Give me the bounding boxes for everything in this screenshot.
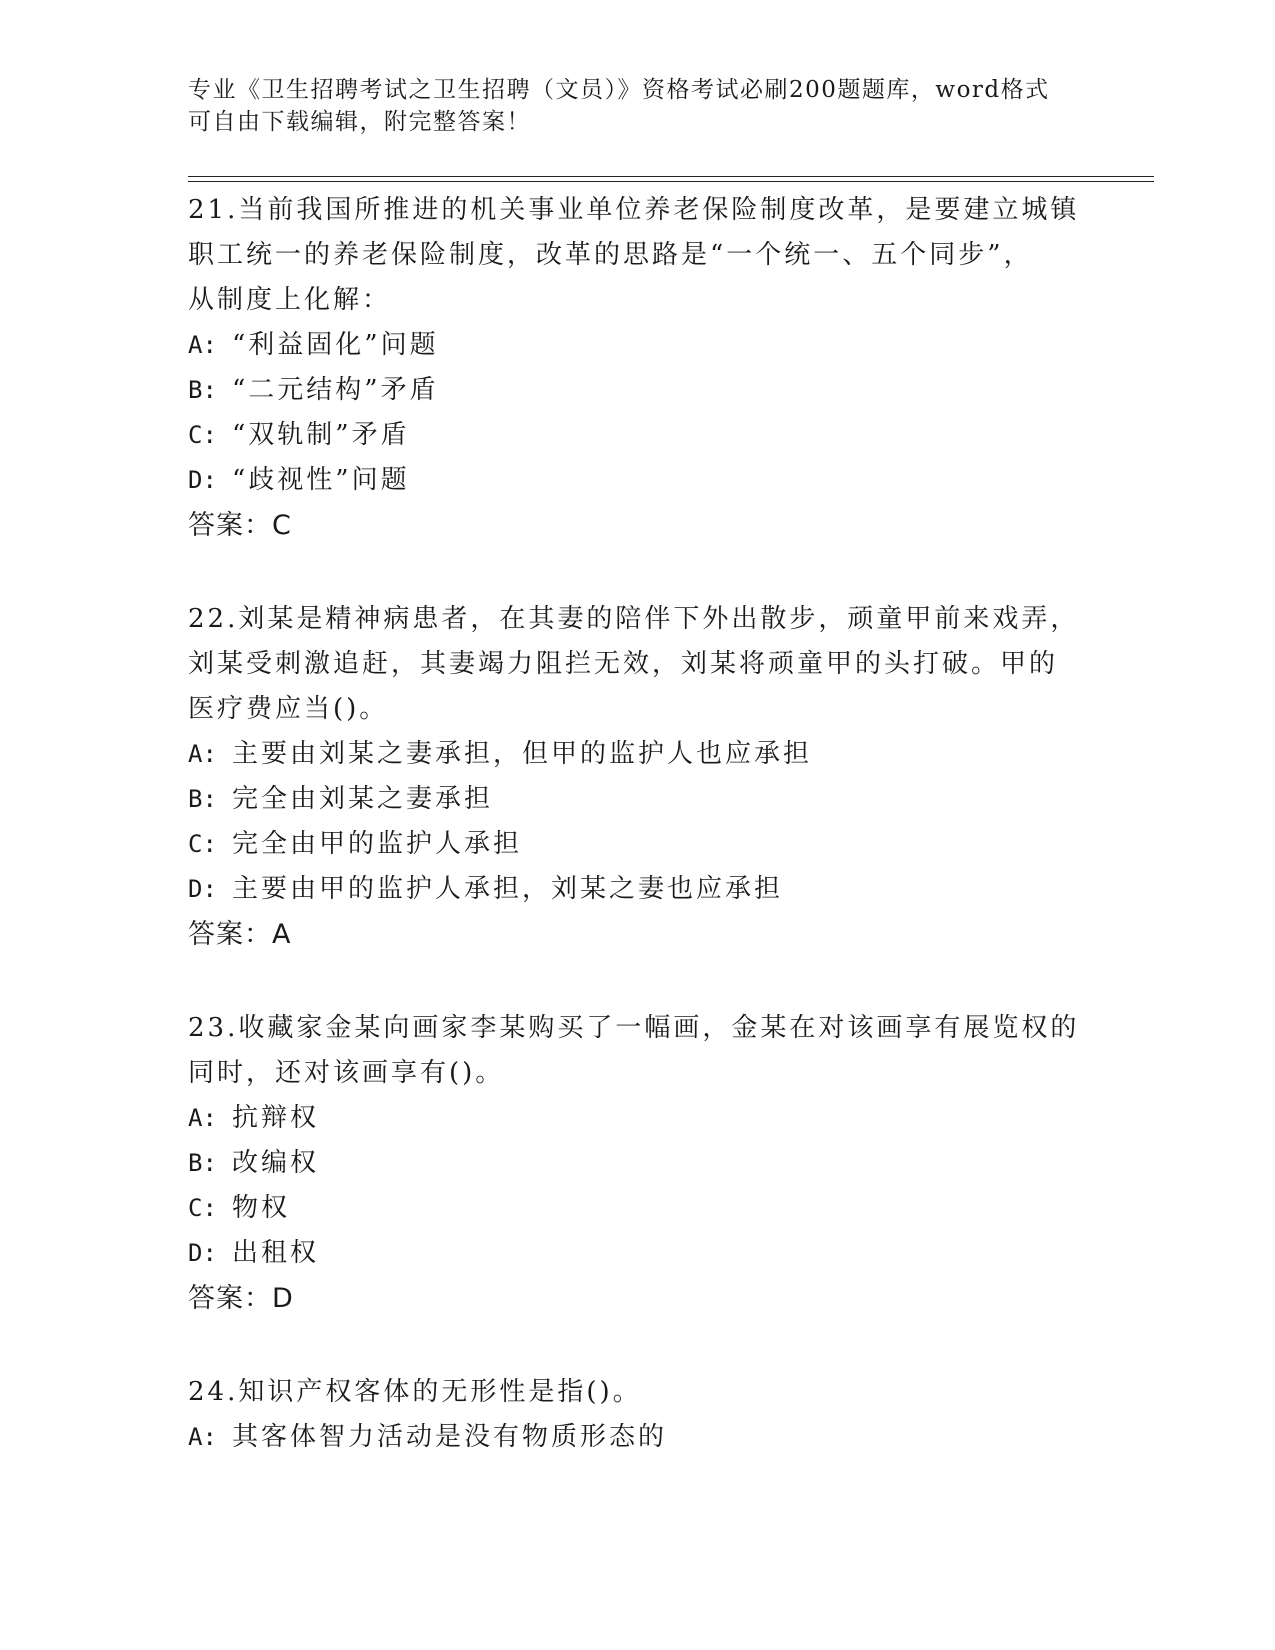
question-21-line-3: 从制度上化解： [188,285,392,315]
option-letter: C: [188,1194,217,1222]
option-letter: A: [188,331,217,359]
option-text: 完全由刘某之妻承担 [232,784,494,814]
option-letter: B: [188,376,217,404]
question-21-line-1: 21.当前我国所推进的机关事业单位养老保险制度改革，是要建立城镇 [188,195,1080,225]
question-23 [188,1006,1088,1321]
option-text: 抗辩权 [232,1103,320,1133]
option-letter: D: [188,466,217,494]
option-letter: A: [188,1104,217,1132]
question-22 [188,597,1088,957]
option-letter: D: [188,1239,217,1267]
question-23-line-1: 23.收藏家金某向画家李某购买了一幅画，金某在对该画享有展览权的 [188,1013,1080,1043]
question-24-line-1: 24.知识产权客体的无形性是指()。 [188,1377,642,1407]
question-21-option-d [188,458,1088,503]
question-21-answer: 答案：C [188,510,292,541]
question-22-option-a [188,732,1088,777]
option-text: “双轨制”矛盾 [232,420,410,450]
question-22-option-c [188,822,1088,867]
question-22-line-3: 医疗费应当()。 [188,694,389,724]
question-23-option-b [188,1141,1088,1186]
question-24 [188,1370,1088,1460]
document-header [188,74,1088,138]
header-rule-top [188,176,1154,177]
question-22-answer: 答案：A [188,919,292,950]
header-line-2: 可自由下载编辑，附完整答案！ [188,109,531,135]
question-22-option-b [188,777,1088,822]
question-23-answer: 答案：D [188,1283,294,1314]
option-letter: A: [188,740,217,768]
question-21-option-c [188,413,1088,458]
option-text: 主要由甲的监护人承担，刘某之妻也应承担 [232,874,784,904]
option-letter: D: [188,875,217,903]
option-text: 改编权 [232,1148,320,1178]
question-23-line-2: 同时，还对该画享有()。 [188,1058,505,1088]
option-text: “利益固化”问题 [232,330,439,360]
option-letter: B: [188,785,217,813]
option-letter: C: [188,421,217,449]
option-letter: B: [188,1149,217,1177]
header-rule-bottom [188,181,1154,182]
option-letter: C: [188,830,217,858]
option-text: 完全由甲的监护人承担 [232,829,523,859]
question-21-line-2: 职工统一的养老保险制度，改革的思路是“一个统一、五个同步”， [188,240,1033,270]
header-line-1: 专业《卫生招聘考试之卫生招聘（文员）》资格考试必刷200题题库，word格式 [188,77,1050,103]
option-text: 出租权 [232,1238,320,1268]
question-23-option-a [188,1096,1088,1141]
option-letter: A: [188,1423,217,1451]
option-text: “二元结构”矛盾 [232,375,439,405]
question-22-option-d [188,867,1088,912]
question-23-option-d [188,1231,1088,1276]
option-text: 其客体智力活动是没有物质形态的 [232,1422,668,1452]
question-21-option-a [188,323,1088,368]
question-21-option-b [188,368,1088,413]
question-22-line-1: 22.刘某是精神病患者，在其妻的陪伴下外出散步，顽童甲前来戏弄， [188,604,1080,634]
option-text: 物权 [232,1193,291,1223]
question-22-line-2: 刘某受刺激追赶，其妻竭力阻拦无效，刘某将顽童甲的头打破。甲的 [188,649,1059,679]
option-text: 主要由刘某之妻承担，但甲的监护人也应承担 [232,739,813,769]
option-text: “歧视性”问题 [232,465,410,495]
question-21 [188,188,1088,548]
question-23-option-c [188,1186,1088,1231]
question-24-option-a [188,1415,1088,1460]
